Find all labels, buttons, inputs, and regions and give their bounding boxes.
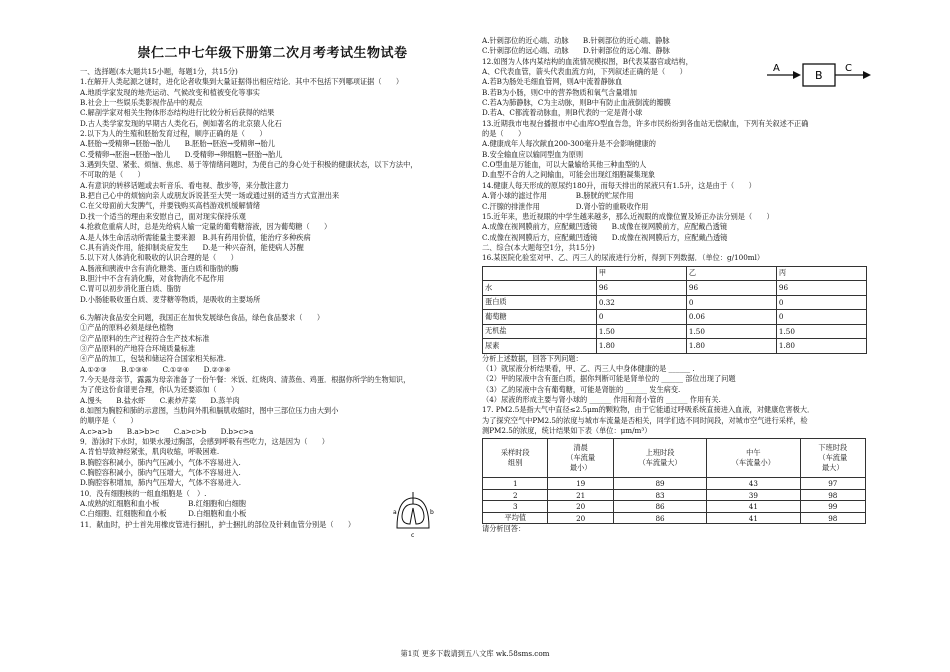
text-line: D.找一个适当的理由来安慰自己，面对现实保持乐观 (80, 211, 246, 221)
table-cell: 0 (776, 295, 866, 310)
text-line: （1）就尿液分析结果看，甲、乙、丙三人中身体健康的是 ______ . (482, 363, 695, 373)
text-line: （2）甲的尿液中含有蛋白质，据你判断可能是肾单位的 ______ 部位出现了问题 (482, 374, 736, 384)
text-line: 10．没有细胞核的一组血细胞是（ ）. (80, 488, 207, 498)
page-title: 崇仁二中七年级下册第二次月考考试生物试卷 (137, 46, 408, 61)
label-lung-b: b (430, 509, 434, 516)
text-line: 2.以下为人的生殖和胚胎发育过程，顺序正确的是（ ） (80, 129, 267, 139)
text-line: 15.近年来，患近视眼的中学生越来越多，那么近视眼的成像位置及矫正办法分别是（ ） (482, 211, 774, 221)
right-question-list-bottom (482, 524, 882, 534)
text-line: C.胃可以初步消化蛋白质、脂肪 (80, 284, 181, 294)
table-cell: 蛋白质 (483, 295, 597, 310)
label-lung-c: c (411, 532, 415, 539)
text-line: A.馒头 B.盐水虾 C.素炒芹菜 D.蒸羊肉 (80, 395, 240, 405)
text-line: D.血型不合的人之间输血，可能会出现红细胞凝集现象 (482, 170, 656, 180)
thorax-lung-diagram (392, 490, 434, 540)
text-line: A.胚胎→受精卵→胚胎→胎儿 B.胚胎→胚泡→受精卵→胎儿 (80, 139, 275, 149)
right-lung (413, 504, 424, 524)
table-cell: 1.80 (776, 339, 866, 354)
table-cell: 21 (548, 489, 613, 501)
pm25-table (482, 438, 866, 524)
table-header-cell: 上班时段 （车流量大） (613, 439, 706, 478)
text-line: D.胸腔容积增加，肺内气压增大，气体不容易进入. (80, 478, 242, 488)
table-cell: 尿素 (483, 339, 597, 354)
table-cell: 97 (800, 478, 865, 490)
text-line: 5.以下对人体消化和吸收的认识合理的是（ ） (80, 253, 238, 263)
table-row (483, 339, 867, 354)
table-cell: 41 (707, 501, 800, 513)
arrow-c-icon (863, 71, 871, 79)
text-line: C.胸腔容积减小，肺内气压增大，气体不容易进入. (80, 468, 241, 478)
label-b: B (815, 69, 823, 82)
page-footer: 第1页 更多下载请到五八文库 wk.58sms.com (400, 649, 550, 658)
table-header-cell (483, 266, 597, 281)
arrow-a-icon (793, 71, 801, 79)
text-line: 13.近期我市电视台播报市中心血库O型血告急，许多市民纷纷到各血站无偿献血，下列有关叙述不正确 (482, 118, 809, 128)
table-header-row (483, 439, 866, 478)
text-line: B.胆汁中不含有消化酶，对食物消化不起作用 (80, 273, 225, 283)
text-line: A.有意识的转移话题或去听音乐、看电视、散步等，来分散注意力 (80, 180, 289, 190)
text-line: C.在父母面前大发脾气，并要钱购买高档游戏机缓解情绪 (80, 201, 261, 211)
table-cell: 1.50 (596, 324, 686, 339)
text-line: 分析上述数据，回答下列问题： (482, 353, 583, 363)
table-cell: 1.80 (596, 339, 686, 354)
text-line: 一、选择题(本大题共15小题，每题1分，共15分) (80, 67, 238, 76)
label-a: A (773, 63, 780, 74)
text-line: 14.健康人每天形成的原尿约180升，而每天排出的尿液只有1.5升，这是由于（ ） (482, 180, 756, 190)
text-line: B.若B为小肠，则C中的营养物质和氧气含量增加 (482, 87, 637, 97)
text-line: C.汗腺的排泄作用 D.肾小管的重吸收作用 (482, 201, 649, 211)
text-line: 请分析回答： (482, 524, 526, 534)
text-line: A.成像在视网膜前方，应配戴凹透镜 B.成像在视网膜前方，应配戴凸透镜 (482, 222, 728, 232)
text-line: 的顺序是（ ） (80, 416, 138, 426)
text-line: ④产品的加工，包装和储运符合国家相关标准. (80, 354, 227, 364)
table-row (483, 478, 866, 490)
table-row (483, 310, 867, 325)
text-line: 8.如图为胸腔和肺的示意图，当肋间外肌和膈肌收缩时，图中三部位压力由大到小 (80, 406, 339, 415)
text-line: A.针刺部位的近心端、动脉 B.针刺部位的近心端、静脉 (482, 36, 670, 45)
table-cell: 19 (548, 478, 613, 490)
text-line: A.肯怕导致神经紧张，肌肉收缩，呼吸困难. (80, 447, 220, 457)
text-line: 二、综合(本大题每空1分，共15分) (482, 242, 595, 252)
text-line: C.O型血是万能血，可以大量输给其他三种血型的人 (482, 160, 647, 170)
text-line: 不可取的是（ ） (80, 170, 145, 180)
table-cell: 无机盐 (483, 324, 597, 339)
left-lung (402, 504, 413, 524)
text-line: 16.某医院化验室对甲、乙、丙三人的尿液进行分析，得到下列数据．（单位：g/100ml） (482, 253, 765, 263)
right-question-list-mid (482, 354, 882, 437)
table-cell: 89 (613, 478, 706, 490)
text-line: （4）尿液的形成主要与肾小球的 ______ 作用和肾小管的 ______ 作用有关. (482, 394, 721, 404)
left-question-list (80, 67, 465, 530)
text-line (80, 305, 465, 313)
table-cell: 0.32 (596, 295, 686, 310)
table-cell: 平均值 (483, 512, 548, 524)
table-cell: 3 (483, 501, 548, 513)
table-header-cell: 甲 (596, 266, 686, 281)
table-row (483, 281, 867, 296)
table-cell: 1.50 (776, 324, 866, 339)
table-cell: 1 (483, 478, 548, 490)
text-line: A.c>a>b B.a>b>c C.a>c>b D.b>c>a (80, 426, 254, 436)
table-cell: 0 (686, 295, 776, 310)
table-cell: 99 (800, 501, 865, 513)
table-cell: 86 (613, 501, 706, 513)
table-header-cell: 清晨 （车流量 最小） (548, 439, 613, 478)
text-line: B.把自己心中的烦恼向亲人或朋友诉说甚至大哭一场或通过别的适当方式宣泄出来 (80, 191, 340, 201)
text-line: 6.为解决食品安全问题，我国正在加快发展绿色食品，绿色食品要求（ ） (80, 312, 325, 322)
text-line: ③产品原料的产地符合环境质量标准 (80, 343, 196, 353)
text-line: C.受精卵→胚泡→胚胎→胎儿 D.受精卵→卵细胞→胚胎→胎儿 (80, 149, 283, 159)
table-cell: 43 (707, 478, 800, 490)
text-line: D.若A、C都流着动脉血，则B代表的一定是肾小球 (482, 108, 643, 118)
table-cell: 0 (596, 310, 686, 325)
text-line: D.小肠能吸收蛋白质、麦芽糖等物质，是吸收的主要场所 (80, 294, 261, 304)
text-line: C.白细胞、红细胞和血小板 D.白细胞和血小板 (80, 509, 247, 519)
table-header-cell: 下班时段 （车流量 最大） (800, 439, 865, 478)
text-line: C.解剖学家对相关生物体形态结构进行比较分析后获得的结果 (80, 108, 275, 118)
text-line: 1.在解开人类起源之谜时，进化论者收集到大量证据得出相应结论．其中不包括下列哪项证据（ ） (80, 77, 404, 87)
table-cell: 1.50 (686, 324, 776, 339)
text-line: 17. PM2.5是指大气中直径≤2.5μm的颗粒物，由于它能通过呼吸系统直接进入血液，对健康危害极大． (482, 405, 815, 415)
table-cell: 86 (613, 512, 706, 524)
table-cell: 83 (613, 489, 706, 501)
table-row (483, 501, 866, 513)
text-line: 的是（ ） (482, 129, 526, 139)
table-cell: 98 (800, 489, 865, 501)
text-line: B.胸腔容积减小，肺内气压减小，气体不容易进入. (80, 457, 241, 467)
table-cell: 0.06 (686, 310, 776, 325)
table-cell: 96 (776, 281, 866, 296)
text-line: 7.今天是母亲节，露露为母亲准备了一份午餐：米饭、红烧肉、清蒸鱼、鸡蛋．根据你所学的生物知识， (80, 374, 411, 384)
table-cell: 1.80 (686, 339, 776, 354)
text-line: （3）乙的尿液中含有葡萄糖，可能是肾脏的 ______ 发生病变. (482, 384, 681, 394)
text-line: A.地质学家发现的地壳运动、气候改变和植被变化等事实 (80, 87, 260, 97)
table-header-row (483, 266, 867, 281)
text-line: A.肠液和胰液中含有消化糖类、蛋白质和脂肪的酶 (80, 263, 239, 273)
text-line: 为了使这份食谱更合理，你认为还要添加（ ） (80, 385, 239, 395)
urine-analysis-table (482, 266, 867, 354)
left-column (80, 0, 465, 530)
text-line: B.社会上一些娱乐类影视作品中的观点 (80, 98, 203, 108)
table-header-cell: 中午 （车流量小） (707, 439, 800, 478)
table-cell: 96 (596, 281, 686, 296)
table-cell: 41 (707, 512, 800, 524)
table-cell: 39 (707, 489, 800, 501)
text-line: A.若B为肠处毛细血管网，则A中流着静脉血 (482, 77, 623, 87)
table-header-cell: 乙 (686, 266, 776, 281)
text-line: 11．献血时，护士首先用橡皮管进行捆扎，护士捆扎的部位及针刺血管分别是（ ） (80, 519, 356, 529)
text-line: A.肾小球的滤过作用 B.膀胱的贮尿作用 (482, 191, 634, 201)
label-lung-a: a (393, 509, 397, 516)
label-c: C (845, 63, 852, 74)
table-cell: 2 (483, 489, 548, 501)
table-cell: 0 (776, 310, 866, 325)
text-line: B.安全输血应以输同型血为原则 (482, 149, 584, 159)
text-line: 3.遇到失望、紧张、烦恼、焦虑、易于等情绪问题时，为使自己的身心处于积极的健康状态，以下方法中， (80, 160, 418, 170)
text-line: C.具有消炎作用，能抑制炎症发生 D.是一种兴奋剂，能使病人苏醒 (80, 242, 304, 252)
text-line: A.是人体生命活动所需能量主要来源 B.具有药用价值，能治疗多种疾病 (80, 232, 311, 242)
text-line: 12.如图为人体内某结构的血流情况模拟图，B代表某器官或结构， (482, 56, 693, 66)
table-row (483, 295, 867, 310)
table-cell: 20 (548, 512, 613, 524)
table-cell: 98 (800, 512, 865, 524)
text-line: C.针刺部位的远心端、动脉 D.针刺部位的远心端、静脉 (482, 46, 670, 56)
text-line: 测PM2.5的浓度，统计结果如下表（单位：μm/m³） (482, 425, 652, 435)
table-cell: 96 (686, 281, 776, 296)
text-line: A.健康成年人每次献血200-300毫升是不会影响健康的 (482, 139, 656, 149)
table-cell: 20 (548, 501, 613, 513)
text-line: D.古人类学家发现的早期古人类化石，例如著名的北京猿人化石 (80, 118, 282, 128)
text-line: 为了探究空气中PM2.5的浓度与城市车流量是否相关，同学们选不同时间段，对城市空气进行采样，检 (482, 415, 808, 425)
text-line: A.成熟的红细胞和血小板 B.红细胞和白细胞 (80, 499, 246, 509)
text-line: ②产品原料的生产过程符合生产技术标准 (80, 333, 210, 343)
table-header-cell: 采样时段 组别 (483, 439, 548, 478)
text-line: A、C代表血管，箭头代表血流方向，下列叙述正确的是（ ） (482, 67, 687, 77)
table-cell: 水 (483, 281, 597, 296)
table-cell: 葡萄糖 (483, 310, 597, 325)
table-header-cell: 丙 (776, 266, 866, 281)
text-line: A.①②③ B.①③④ C.①②④ D.②③④ (80, 364, 231, 374)
text-line: 9．游泳时下水时，如果水漫过胸部，会感到呼吸有些吃力，这是因为（ ） (80, 437, 329, 447)
text-line: C.若A为肺静脉，C为主动脉，则B中有防止血液倒流的瓣膜 (482, 98, 671, 108)
text-line: ①产品的原料必须是绿色植物 (80, 323, 174, 333)
text-line: 4.抢救危重病人时，总是先给病人输一定量的葡萄糖溶液，因为葡萄糖（ ） (80, 222, 332, 232)
blood-flow-diagram (765, 62, 875, 88)
table-row (483, 512, 866, 524)
table-row (483, 489, 866, 501)
table-row (483, 324, 867, 339)
text-line: C.成像在视网膜后方，应配戴凹透镜 D.成像在视网膜后方，应配戴凸透镜 (482, 232, 728, 242)
